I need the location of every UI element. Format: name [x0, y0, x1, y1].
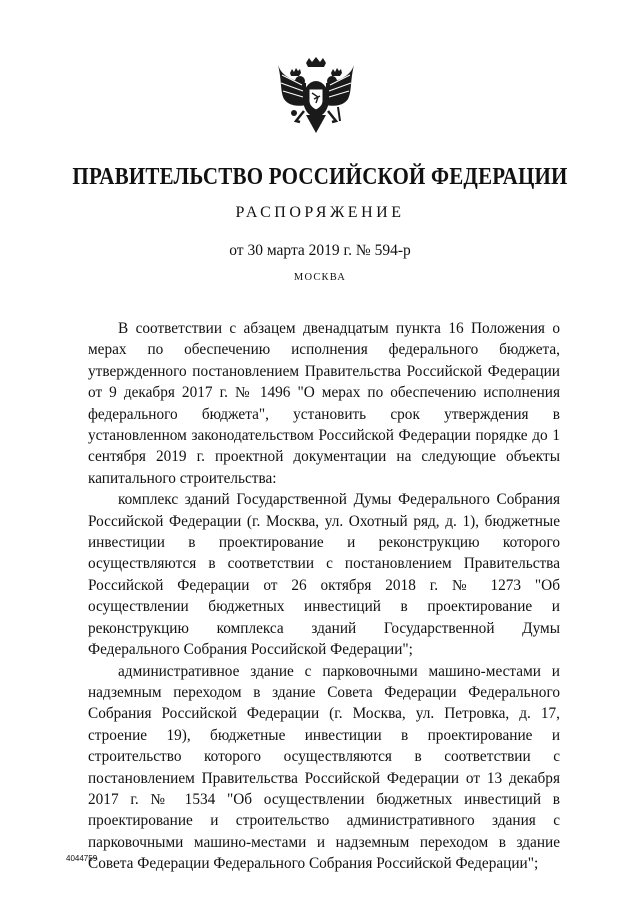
document-city: МОСКВА — [293, 272, 347, 283]
paragraph: административное здание с парковочными машино-местами и надземным переходом в здание Совета Федерации Федерального Собрания Российской Федерации (г. Москва, ул. Петровка, д. 17, строение 19), бюджетные инвестиции в проектирование и строительство которого осуществляются в соответствии с постановлением Правительства Российской Федерации от 13 декабря 2017 г. № 1534 "Об осуществлении бюджетных инвестиций в проектирование и строительство административного здания с парковочными машино-местами и надземным переходом в здание Совета Федерации Федерального Собрания Российской Федерации"; — [88, 662, 560, 873]
document-id-number: 4044759 — [66, 854, 98, 863]
paragraph: комплекс зданий Государственной Думы Федерального Собрания Российской Федерации (г. Москва, ул. Охотный ряд, д. 1), бюджетные инвестиции в проектирование и реконструкцию которого осуществляются в соответствии с постановлением Правительства Российской Федерации от 26 октября 2018 г. № 1273 "Об осуществлении бюджетных инвестиций в проектирование и реконструкцию комплекса зданий Государственной Думы Федерального Собрания Российской Федерации"; — [88, 491, 560, 659]
paragraph: В соответствии с абзацем двенадцатым пункта 16 Положения о мерах по обеспечению исполнения федерального бюджета, утвержденного постановлением Правительства Российской Федерации от 9 декабря 2017 г. № 1496 "О мерах по обеспечению исполнения федерального бюджета", установить срок утверждения в установленном законодательством Российской Федерации порядке до 1 сентября 2019 г. проектной документации на следующие объекты капитального строительства: — [88, 320, 560, 487]
government-title: ПРАВИТЕЛЬСТВО РОССИЙСКОЙ ФЕДЕРАЦИИ — [72, 162, 568, 190]
document-type: РАСПОРЯЖЕНИЕ — [235, 204, 405, 221]
document-body — [88, 318, 560, 875]
document-date-number: от 30 марта 2019 г. № 594-р — [229, 242, 411, 259]
coat-of-arms-icon — [276, 55, 356, 137]
